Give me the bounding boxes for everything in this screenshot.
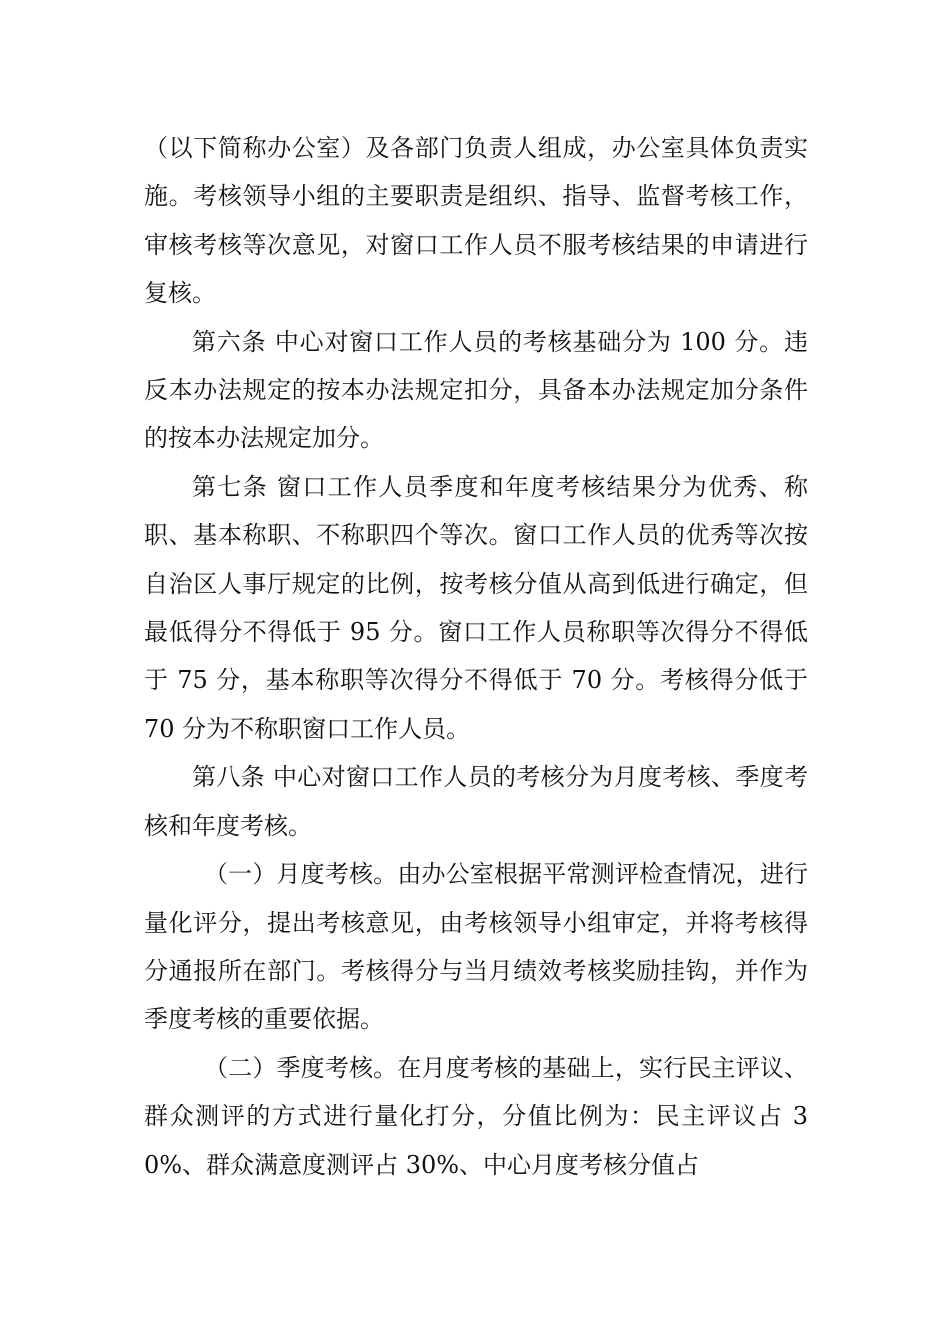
paragraph-article-6: 第六条 中心对窗口工作人员的考核基础分为 100 分。违反本办法规定的按本办法规定扣分，具备本办法规定加分条件的按本办法规定加分。 [144,327,808,453]
paragraph-quarterly-assessment: （二）季度考核。在月度考核的基础上，实行民主评议、群众测评的方式进行量化打分，分值比例为：民主评议占 30%、群众满意度测评占 30%、中心月度考核分值占 [144,1053,808,1179]
paragraph-article-7: 第七条 窗口工作人员季度和年度考核结果分为优秀、称职、基本称职、不称职四个等次。窗口工作人员的优秀等次按自治区人事厅规定的比例，按考核分值从高到低进行确定，但最低得分不得低于 95 分。窗口工作人员称职等次得分不得低于 75 分，基本称职等次得分不得低于 70 分。考核得分低于 70 分为不称职窗口工作人员。 [144,472,808,743]
paragraph-monthly-assessment: （一）月度考核。由办公室根据平常测评检查情况，进行量化评分，提出考核意见，由考核领导小组审定，并将考核得分通报所在部门。考核得分与当月绩效考核奖励挂钩，并作为季度考核的重要依据。 [144,860,808,1034]
document-body [144,124,808,1189]
paragraph-article-8: 第八条 中心对窗口工作人员的考核分为月度考核、季度考核和年度考核。 [144,763,808,840]
paragraph-continuation: （以下简称办公室）及各部门负责人组成，办公室具体负责实施。考核领导小组的主要职责是组织、指导、监督考核工作，审核考核等次意见，对窗口工作人员不服考核结果的申请进行复核。 [144,134,808,308]
